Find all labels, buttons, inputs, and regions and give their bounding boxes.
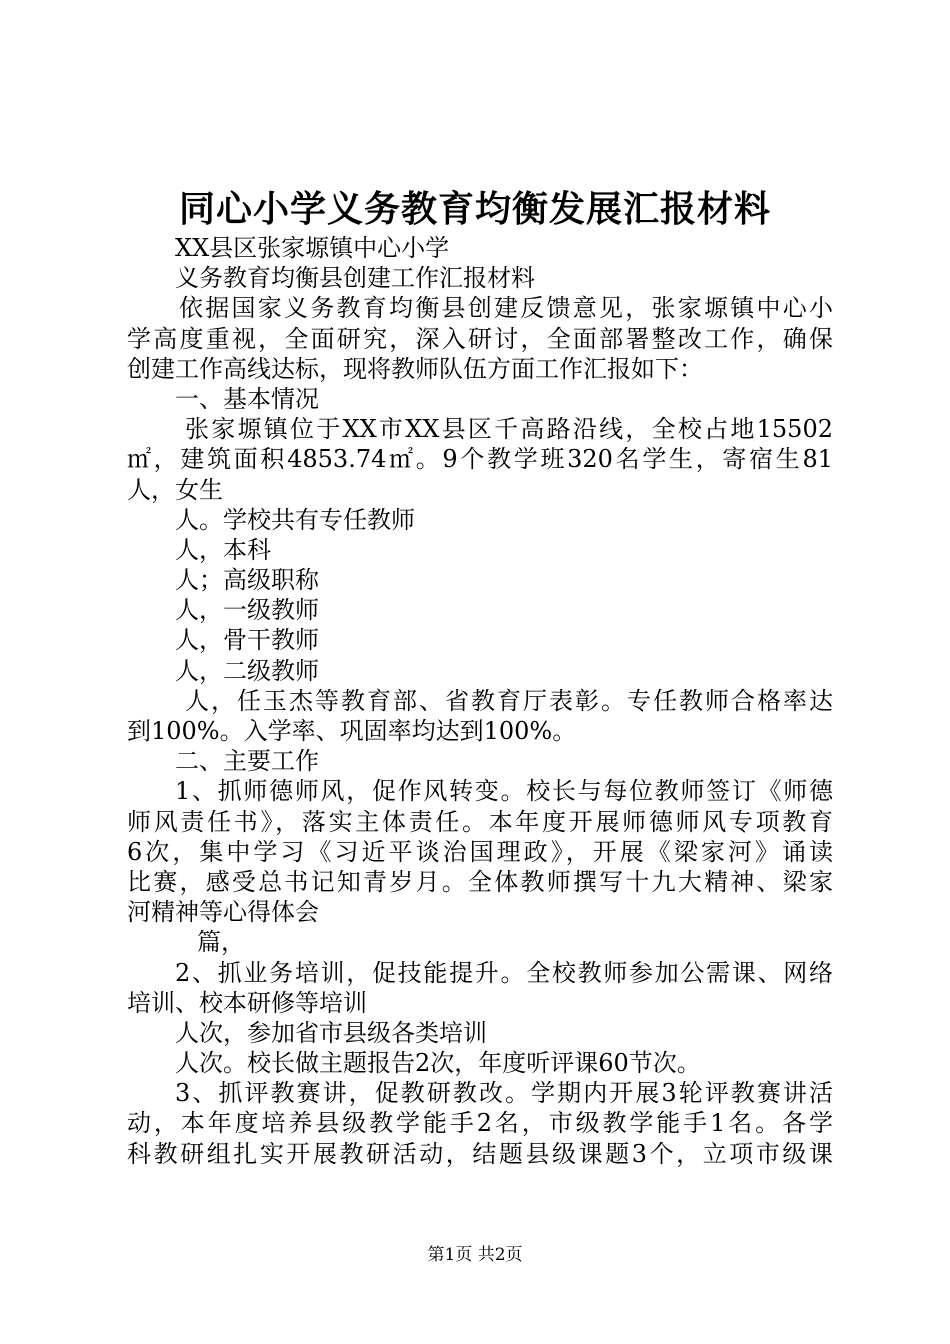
text-line: 人，一级教师 [175,596,319,625]
text-line: 人，任玉杰等教育部、省教育厅表彰。专任教师合格率达 [185,686,833,715]
text-line: 3、抓评教赛讲，促教研教改。学期内开展3轮评教赛讲活 [175,1079,833,1108]
text-line: 人，骨干教师 [175,626,319,655]
text-line: 人，女生 [127,475,223,504]
text-line: 人。学校共有专任教师 [175,505,415,534]
text-line: 人，二级教师 [175,656,319,685]
text-line: 篇， [197,928,245,957]
text-line: 河精神等心得体会 [127,898,319,927]
page-footer: 第1页 共2页 [427,1245,523,1265]
text-line: 创建工作高线达标，现将教师队伍方面工作汇报如下： [127,354,703,383]
text-line: 到100%。入学率、巩固率均达到100%。 [127,717,577,745]
text-line: 二、主要工作 [175,747,319,776]
text-line: 比赛，感受总书记知青岁月。全体教师撰写十九大精神、梁家 [127,867,833,896]
text-line: 培训、校本研修等培训 [127,988,367,1017]
document-title: 同心小学义务教育均衡发展汇报材料 [178,188,771,230]
text-line: 人；高级职称 [175,566,319,595]
text-line: 动，本年度培养县级教学能手2名，市级教学能手1名。各学 [127,1109,833,1138]
text-line: 1、抓师德师风，促作风转变。校长与每位教师签订《师德 [175,777,833,806]
text-line: 义务教育均衡县创建工作汇报材料 [175,264,535,293]
text-line: XX县区张家塬镇中心小学 [175,234,450,262]
text-line: 一、基本情况 [175,384,319,413]
document-body [127,233,833,1169]
text-line: 人，本科 [175,535,271,564]
text-line: 张家塬镇位于XX市XX县区千高路沿线，全校占地15502 [185,415,833,444]
text-line: 人次，参加省市县级各类培训 [175,1018,487,1047]
text-line: 依据国家义务教育均衡县创建反馈意见，张家塬镇中心小 [179,294,833,323]
text-line: 学高度重视，全面研究，深入研讨，全面部署整改工作，确保 [127,324,833,353]
text-line: 科教研组扎实开展教研活动，结题县级课题3个，立项市级课 [127,1139,833,1168]
text-line: 2、抓业务培训，促技能提升。全校教师参加公需课、网络 [175,958,833,987]
text-line: 6次，集中学习《习近平谈治国理政》，开展《梁家河》诵读 [127,837,833,866]
text-line: 师风责任书》，落实主体责任。本年度开展师德师风专项教育 [127,807,833,836]
text-line: ㎡，建筑面积4853.74㎡。9个教学班320名学生，寄宿生81 [127,445,833,474]
text-line: 人次。校长做主题报告2次，年度听评课60节次。 [175,1049,701,1078]
